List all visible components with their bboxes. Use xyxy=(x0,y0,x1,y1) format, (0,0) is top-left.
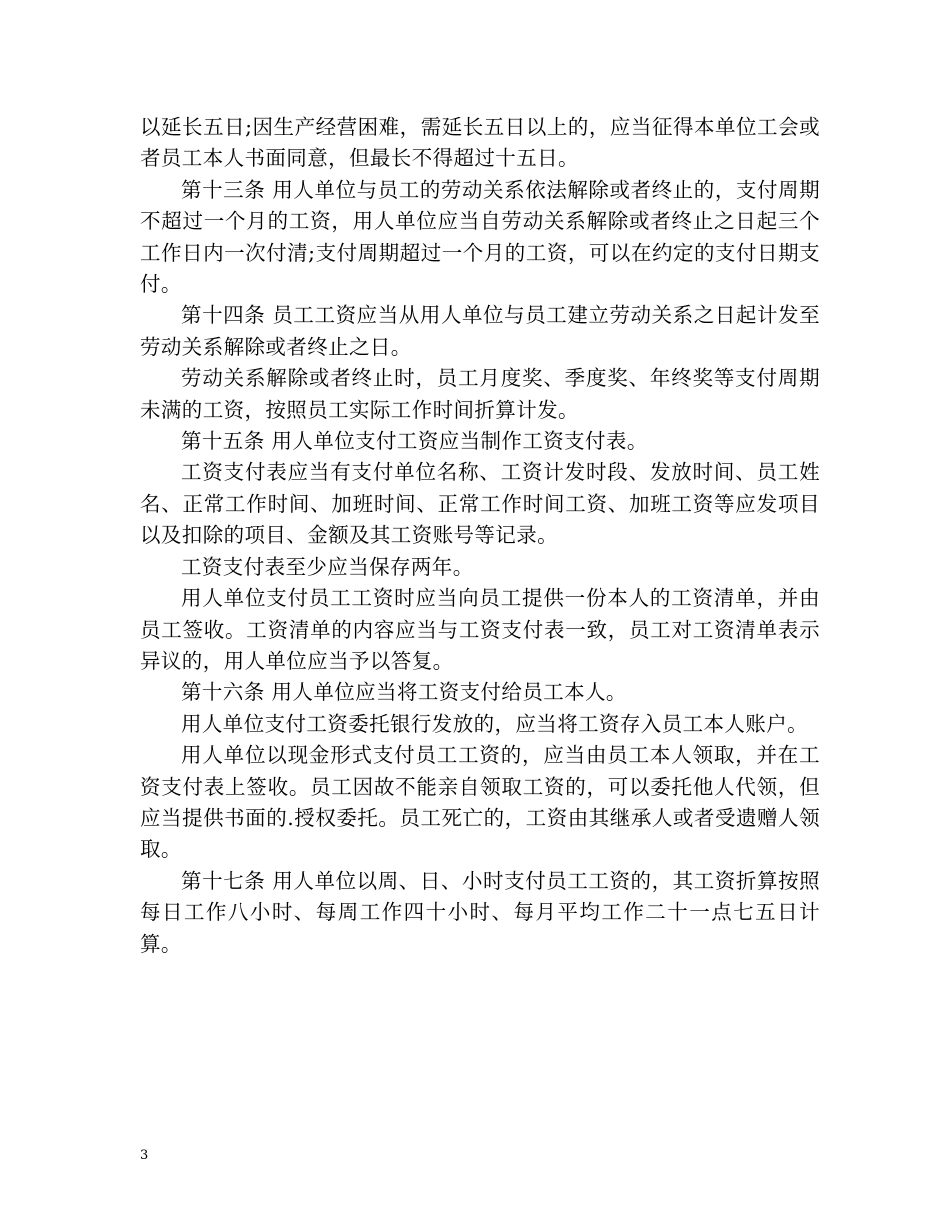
paragraph: 第十五条 用人单位支付工资应当制作工资支付表。 xyxy=(181,429,648,454)
paragraph: 第十六条 用人单位应当将工资支付给员工本人。 xyxy=(181,680,627,705)
paragraph: 工资支付表至少应当保存两年。 xyxy=(181,554,474,579)
paragraph: 工资支付表应当有支付单位名称、工资计发时段、发放时间、员工姓名、正常工作时间、加班时间、正常工作时间工资、加班工资等应发项目以及扣除的项目、金额及其工资账号等记录。 xyxy=(140,460,820,548)
paragraph: 第十四条 员工工资应当从用人单位与员工建立劳动关系之日起计发至劳动关系解除或者终止之日。 xyxy=(140,303,820,359)
paragraph: 第十七条 用人单位以周、日、小时支付员工工资的，其工资折算按照每日工作八小时、每周工作四十小时、每月平均工作二十一点七五日计算。 xyxy=(140,868,820,956)
paragraph: 用人单位支付员工工资时应当向员工提供一份本人的工资清单，并由员工签收。工资清单的内容应当与工资支付表一致，员工对工资清单表示异议的，用人单位应当予以答复。 xyxy=(140,586,820,673)
paragraph: 劳动关系解除或者终止时，员工月度奖、季度奖、年终奖等支付周期未满的工资，按照员工实际工作时间折算计发。 xyxy=(140,366,820,422)
paragraph: 用人单位支付工资委托银行发放的，应当将工资存入员工本人账户。 xyxy=(181,711,808,736)
paragraph: 第十三条 用人单位与员工的劳动关系依法解除或者终止的，支付周期不超过一个月的工资，用人单位应当自劳动关系解除或者终止之日起三个工作日内一次付清;支付周期超过一个月的工资，可以在约定的支付日期支付。 xyxy=(140,177,820,297)
page-number: 3 xyxy=(140,1148,149,1163)
paragraph: 用人单位以现金形式支付员工工资的，应当由员工本人领取，并在工资支付表上签收。员工因故不能亲自领取工资的，可以委托他人代领，但应当提供书面的.授权委托。员工死亡的，工资由其继承人或者受遗赠人领取。 xyxy=(140,743,820,862)
document-body xyxy=(140,112,820,960)
paragraph: 以延长五日;因生产经营困难，需延长五日以上的，应当征得本单位工会或者员工本人书面同意，但最长不得超过十五日。 xyxy=(140,115,820,171)
